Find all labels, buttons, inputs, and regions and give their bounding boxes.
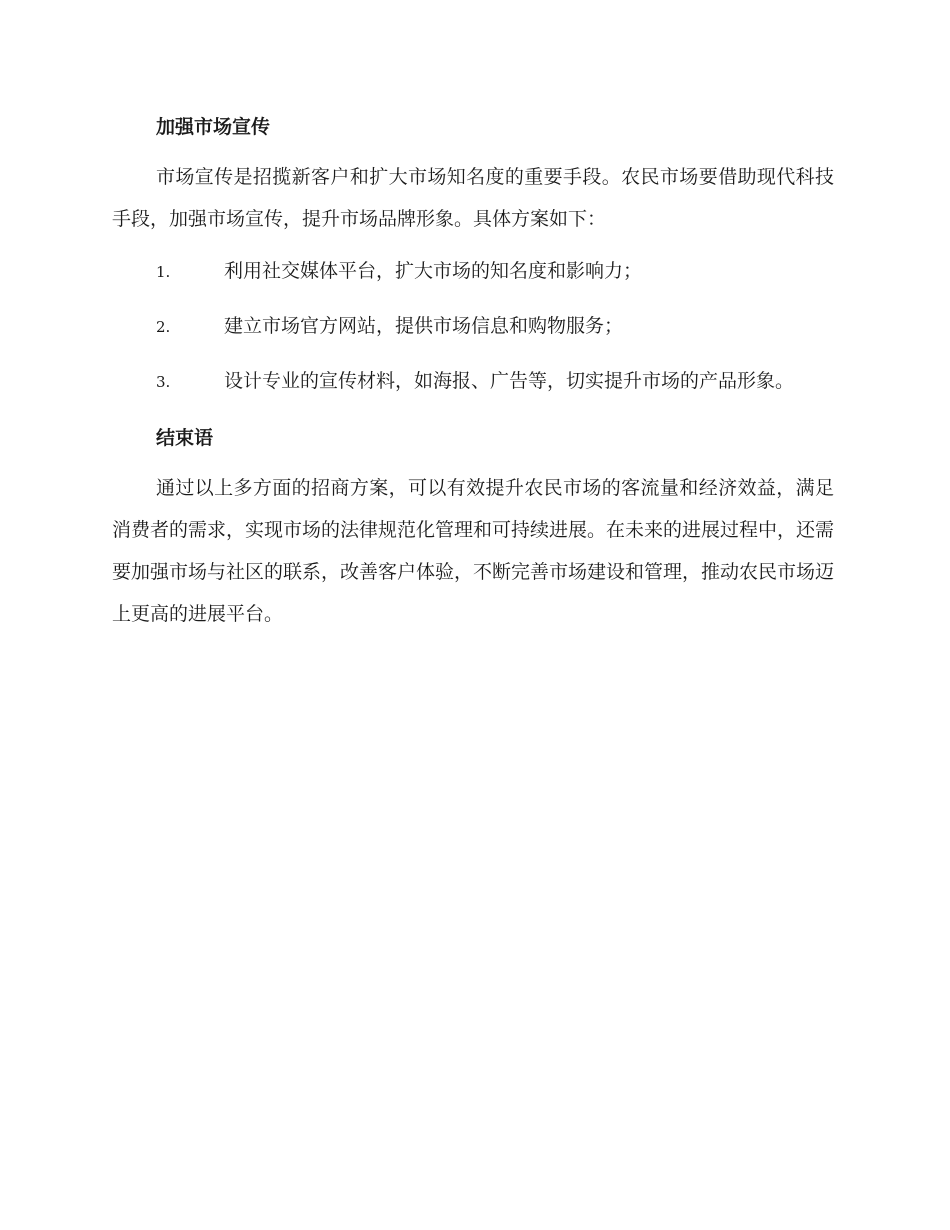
list-item bbox=[112, 360, 834, 403]
list-item-number: 3. bbox=[156, 373, 171, 391]
promotion-intro-paragraph: 市场宣传是招揽新客户和扩大市场知名度的重要手段。农民市场要借助现代科技手段，加强市场宣传，提升市场品牌形象。具体方案如下： bbox=[112, 166, 834, 230]
list-item bbox=[112, 305, 834, 348]
document-content bbox=[112, 108, 834, 645]
section-heading-promotion: 加强市场宣传 bbox=[156, 116, 271, 138]
list-item-text: 建立市场官方网站，提供市场信息和购物服务； bbox=[224, 315, 624, 337]
list-item-text: 利用社交媒体平台，扩大市场的知名度和影响力； bbox=[224, 260, 643, 282]
list-item-number: 2. bbox=[156, 318, 171, 336]
section-heading-conclusion: 结束语 bbox=[156, 427, 214, 449]
list-item-text: 设计专业的宣传材料，如海报、广告等，切实提升市场的产品形象。 bbox=[224, 370, 795, 392]
list-item bbox=[112, 250, 834, 293]
list-item-number: 1. bbox=[156, 263, 171, 281]
conclusion-paragraph: 通过以上多方面的招商方案，可以有效提升农民市场的客流量和经济效益，满足消费者的需求，实现市场的法律规范化管理和可持续进展。在未来的进展过程中，还需要加强市场与社区的联系，改善客户体验，不断完善市场建设和管理，推动农民市场迈上更高的进展平台。 bbox=[112, 477, 835, 625]
